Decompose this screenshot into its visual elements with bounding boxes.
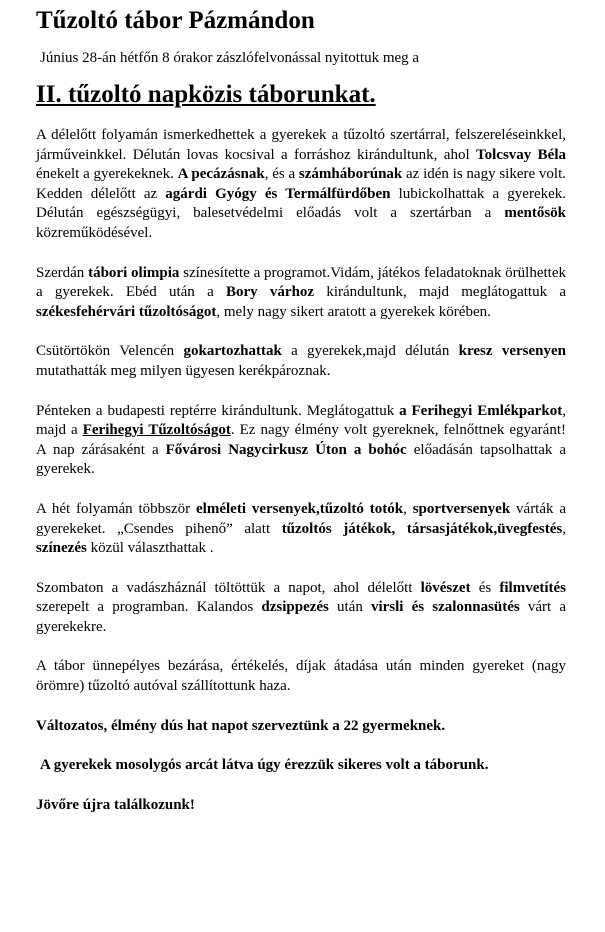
text: , és a <box>264 166 299 183</box>
text: az idén is nagy sikere volt. Kedden délelőtt az <box>36 166 567 202</box>
bold-text: lövészet <box>420 579 471 596</box>
bold-text: dzsippezés <box>261 599 329 616</box>
paragraph-monday-tuesday <box>36 126 566 244</box>
text: énekelt a gyerekeknek. <box>36 166 178 183</box>
success-line: A gyerekek mosolygós arcát látva úgy érezzük sikeres volt a táborunk. <box>40 757 489 774</box>
bold-underlined-text: Ferihegyi Tűzoltóságot <box>82 422 231 439</box>
text: színesítette a programot.Vidám, játékos feladatoknak örülhettek a gyerekek. Ebéd után a <box>36 264 566 301</box>
paragraph-friday <box>36 402 566 480</box>
text: a gyerekek,majd délután <box>281 343 459 360</box>
intro-line: Június 28-án hétfőn 8 órakor zászlófelvonással nyitottuk meg a <box>40 50 420 66</box>
text: előadásán tapsolhattak a gyerekek. <box>36 441 567 478</box>
bold-text: sportversenyek <box>412 500 511 517</box>
text: , mely nagy sikert aratott a gyerekek körében. <box>216 303 491 320</box>
document <box>36 6 566 815</box>
text: . Ez nagy élmény volt gyereknek, felnőttnek egyaránt! A nap zárásaként a <box>36 422 566 458</box>
text: várt a gyerekekre. <box>36 599 566 635</box>
text: lubickolhattak a gyerekek. Délután egészségügyi, balesetvédelmi előadás volt a szertárban a <box>36 185 567 222</box>
page-title: Tűzoltó tábor Pázmándon <box>36 7 315 34</box>
text: , majd a <box>36 402 566 439</box>
text: Szerdán <box>36 264 89 281</box>
text: kirándultunk, majd meglátogattuk a <box>314 284 566 301</box>
text: Csütörtökön Velencén <box>36 343 184 360</box>
summary-line: Változatos, élmény dús hat napot szerveztünk a 22 gyermeknek. <box>36 717 446 734</box>
paragraph-thursday <box>36 342 566 381</box>
bold-text: tábori olimpia <box>88 264 180 281</box>
paragraph-week <box>36 500 566 559</box>
bold-text: színezés <box>36 540 87 557</box>
text: és <box>470 579 500 596</box>
bold-text: Bory várhoz <box>225 284 315 301</box>
farewell-line: Jövőre újra találkozunk! <box>36 796 195 813</box>
bold-text: mentősök <box>504 205 566 222</box>
text: közreműködésével. <box>36 224 153 241</box>
paragraph-wednesday <box>36 264 566 323</box>
paragraph-closing: A tábor ünnepélyes bezárása, értékelés, díjak átadása után minden gyereket (nagy örömre) tűzoltó autóval szállítottunk haza. <box>36 658 566 695</box>
text: szerepelt a programban. Kalandos <box>36 599 262 616</box>
text: mutathatták meg milyen ügyesen kerékpároznak. <box>36 362 331 379</box>
text: A délelőtt folyamán ismerkedhettek a gyerekek a tűzoltó szertárral, felszereléseinkkel, járműveinkkel. Délután lovas kocsival a forráshoz kirándultunk, ahol <box>36 127 566 163</box>
paragraph-saturday <box>36 579 566 638</box>
bold-text: filmvetítés <box>499 579 567 596</box>
bold-text: számháborúnak <box>298 166 403 183</box>
text: , <box>403 500 413 517</box>
text: Pénteken a budapesti reptérre kirándultunk. Meglátogattuk <box>36 402 400 419</box>
subtitle: II. tűzoltó napközis táborunkat. <box>36 81 376 108</box>
text: várták a gyerekeket. „Csendes pihenő” alatt <box>36 500 567 537</box>
text: után <box>328 599 371 616</box>
text: Szombaton a vadászháznál töltöttük a napot, ahol délelőtt <box>36 579 421 596</box>
bold-text: elméleti versenyek,tűzoltó totók <box>196 500 404 517</box>
bold-text: székesfehérvári tűzoltóságot <box>36 303 217 320</box>
bold-text: A pecázásnak <box>177 166 265 183</box>
text: közül választhattak . <box>86 540 214 557</box>
bold-text: virsli és szalonnasütés <box>370 599 520 616</box>
bold-text: a Ferihegyi Emlékparkot <box>399 402 563 419</box>
text: A hét folyamán többször <box>36 500 197 517</box>
bold-text: tűzoltós játékok, társasjátékok,üvegfestés <box>281 520 563 537</box>
bold-text: gokartozhattak <box>183 343 282 360</box>
text: , <box>562 520 566 537</box>
bold-text: Fővárosi Nagycirkusz Úton a bohóc <box>165 441 407 458</box>
bold-text: kresz versenyen <box>458 343 566 360</box>
bold-text: Tolcsvay Béla <box>476 146 566 163</box>
bold-text: agárdi Gyógy és Termálfürdőben <box>165 185 391 202</box>
